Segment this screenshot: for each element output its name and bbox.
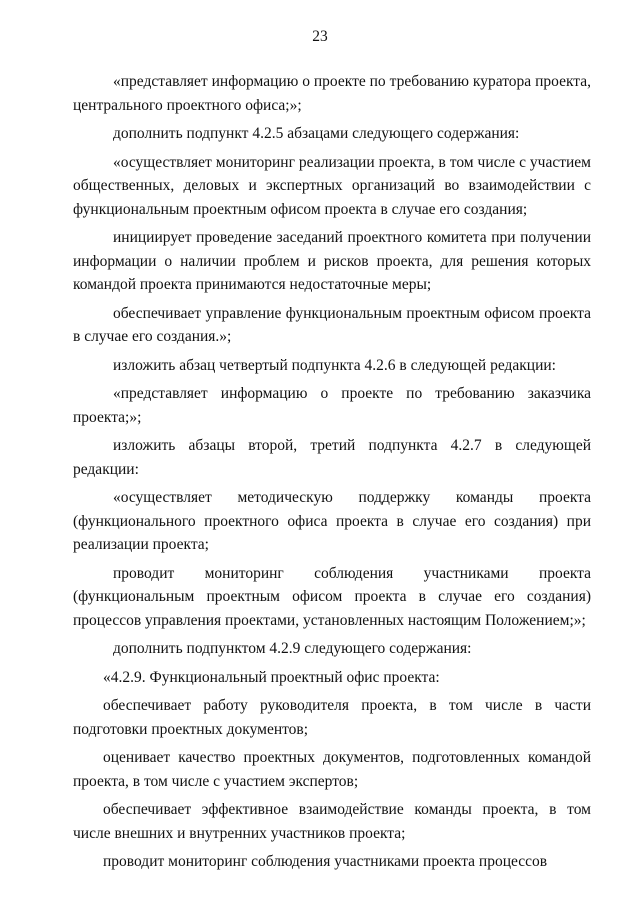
paragraph: проводит мониторинг соблюдения участниками проекта (функциональным проектным офисом проекта в случае его создания) процессов управления проектами, установленных настоящим Положением;»;	[73, 564, 591, 629]
paragraph: «осуществляет мониторинг реализации проекта, в том числе с участием общественных, деловых и экспертных организаций во взаимодействии с функциональным проектным офисом проекта в случае его создания;	[73, 153, 591, 218]
paragraph: обеспечивает управление функциональным проектным офисом проекта в случае его создания.»;	[73, 304, 591, 345]
paragraph: дополнить подпунктом 4.2.9 следующего содержания:	[113, 640, 472, 657]
paragraph: дополнить подпункт 4.2.5 абзацами следующего содержания:	[113, 125, 520, 142]
page-number: 23	[312, 28, 328, 45]
paragraph: проводит мониторинг соблюдения участниками проекта процессов	[103, 853, 548, 870]
paragraph: изложить абзацы второй, третий подпункта 4.2.7 в следующей редакции:	[73, 437, 591, 478]
paragraph: «4.2.9. Функциональный проектный офис проекта:	[103, 668, 440, 686]
paragraph: «представляет информацию о проекте по требованию куратора проекта, центрального проектного офиса;»;	[73, 73, 591, 114]
paragraph: оценивает качество проектных документов, подготовленных командой проекта, в том числе с участием экспертов;	[73, 749, 591, 790]
paragraph: обеспечивает работу руководителя проекта, в том числе в части подготовки проектных документов;	[73, 697, 591, 738]
paragraph: «представляет информацию о проекте по требованию заказчика проекта;»;	[73, 385, 591, 426]
document-body	[73, 70, 591, 874]
paragraph: «осуществляет методическую поддержку команды проекта (функционального проектного офиса проекта в случае его создания) при реализации проекта;	[73, 489, 591, 553]
paragraph: изложить абзац четвертый подпункта 4.2.6 в следующей редакции:	[113, 356, 556, 374]
paragraph: обеспечивает эффективное взаимодействие команды проекта, в том числе внешних и внутренних участников проекта;	[73, 801, 591, 842]
paragraph: инициирует проведение заседаний проектного комитета при получении информации о наличии проблем и рисков проекта, для решения которых командой проекта принимаются недостаточные меры;	[73, 229, 591, 293]
